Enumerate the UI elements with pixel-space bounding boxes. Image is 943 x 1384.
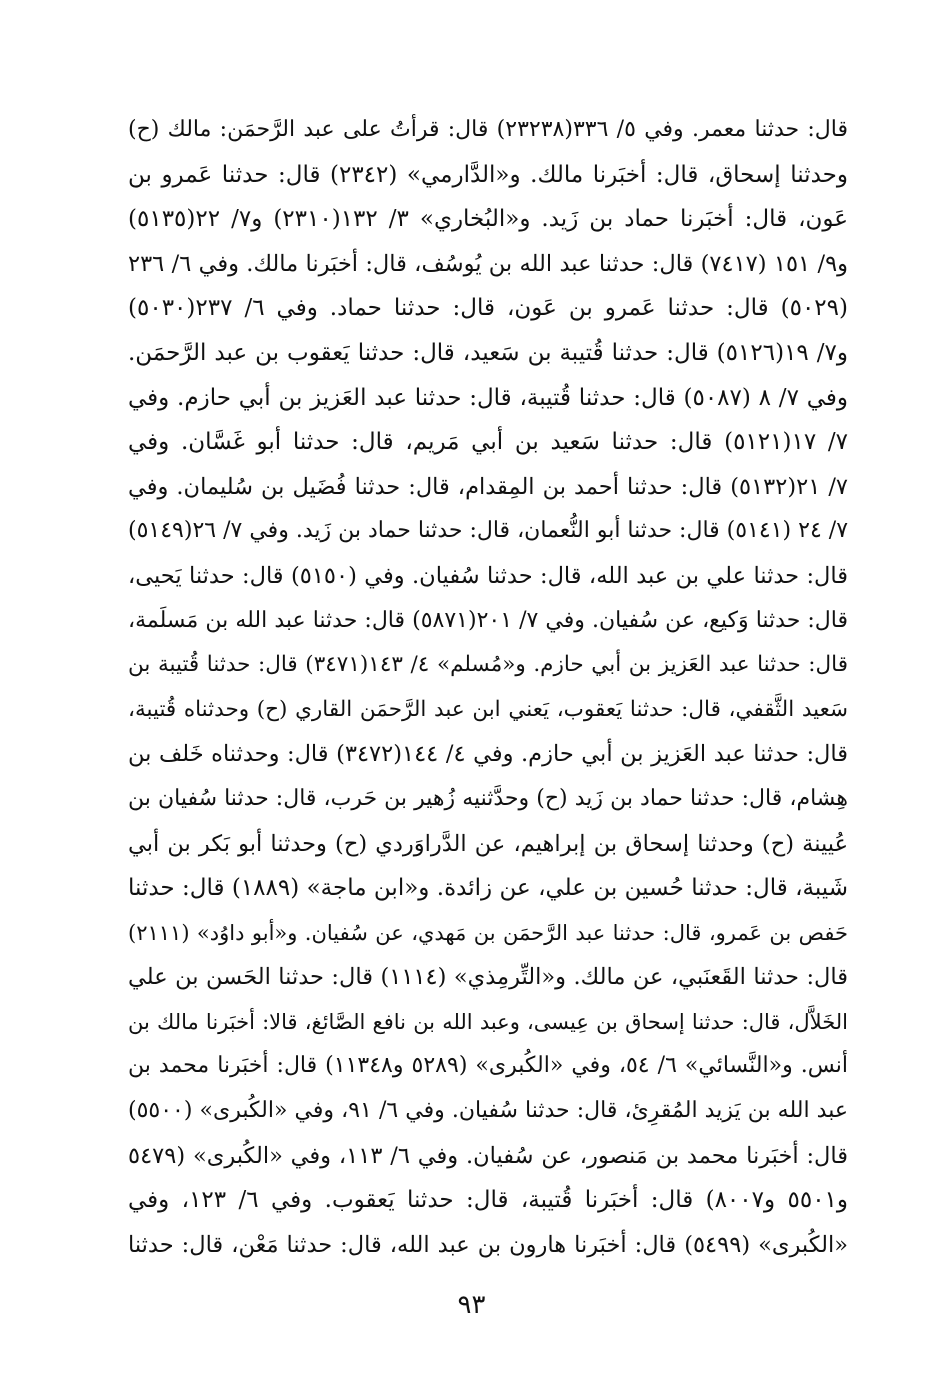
text-line: قال: حدثنا عبد العَزيز بن أبي حازم. وفي ٤/ ١٤٤(٣٤٧٢) قال: وحدثناه خَلف بن: [128, 741, 848, 768]
text-line: و٧/ ١٩(٥١٢٦) قال: حدثنا قُتيبة بن سَعيد، قال: حدثنا يَعقوب بن عبد الرَّحمَن.: [128, 339, 848, 366]
text-line: قال: حدثنا معمر. وفي ٥/ ٣٣٦(٢٣٢٣٨) قال: قرأتُ على عبد الرَّحمَن: مالك (ح): [128, 117, 848, 142]
text-line: قال: حدثنا وَكيع، عن سُفيان. وفي ٧/ ٢٠١(٥٨٧١) قال: حدثنا عبد الله بن مَسلَمة،: [128, 607, 848, 633]
text-line: وفي ٧/ ٨ (٥٠٨٧) قال: حدثنا قُتيبة، قال: حدثنا عبد العَزيز بن أبي حازم. وفي: [128, 384, 848, 411]
text-line: أنس. و«النَّسائي» ٦/ ٥٤، وفي «الكُبرى» (٥٢٨٩ و١١٣٤٨) قال: أخبَرنا محمد بن: [128, 1053, 848, 1079]
text-line: (٥٠٢٩) قال: حدثنا عَمرو بن عَون، قال: حدثنا حماد. وفي ٦/ ٢٣٧(٥٠٣٠): [128, 295, 848, 322]
text-line: عَون، قال: أخبَرنا حماد بن زَيد. و«البُخاري» ٣/ ١٣٢(٢٣١٠) و٧/ ٢٢(٥١٣٥): [128, 206, 848, 233]
body-text: [128, 108, 848, 1267]
text-line: «الكُبرى» (٥٤٩٩) قال: أخبَرنا هارون بن عبد الله، قال: حدثنا مَعْن، قال: حدثنا: [128, 1231, 848, 1258]
text-line: وحدثنا إسحاق، قال: أخبَرنا مالك. و«الدَّارمي» (٢٣٤٢) قال: حدثنا عَمرو بن: [128, 161, 848, 188]
text-line: ٧/ ١٧(٥١٢١) قال: حدثنا سَعيد بن أبي مَريم، قال: حدثنا أبو غَسَّان. وفي: [128, 429, 848, 456]
text-line: حَفص بن عَمرو، قال: حدثنا عبد الرَّحمَن بن مَهدي، عن سُفيان. و«أبو داوُد» (٢١١١): [128, 920, 848, 945]
text-line: ٧/ ٢١(٥١٣٢) قال: حدثنا أحمد بن المِقدام، قال: حدثنا فُضَيل بن سُليمان. وفي: [128, 473, 848, 500]
text-line: قال: حدثنا علي بن عبد الله، قال: حدثنا سُفيان. وفي (٥١٥٠) قال: حدثنا يَحيى،: [128, 562, 848, 589]
text-line: قال: حدثنا عبد العَزيز بن أبي حازم. و«مُسلم» ٤/ ١٤٣(٣٤٧١) قال: حدثنا قُتيبة بن: [128, 652, 848, 678]
text-line: عُيينة (ح) وحدثنا إسحاق بن إبراهيم، عن الدَّراوَردي (ح) وحدثنا أبو بَكر بن أبي: [128, 830, 848, 857]
text-line: سَعيد الثَّقفي، قال: حدثنا يَعقوب، يَعني ابن عبد الرَّحمَن القاري (ح) وحدثناه قُتيبة،: [128, 696, 848, 722]
text-line: و٥٥٠١ و٨٠٠٧) قال: أخبَرنا قُتيبة، قال: حدثنا يَعقوب. وفي ٦/ ١٢٣، وفي: [128, 1187, 848, 1214]
text-line: الخَلاَّل، قال: حدثنا إسحاق بن عِيسى، وعبد الله بن نافع الصَّائغ، قالا: أخبَرنا مالك بن: [128, 1009, 848, 1034]
text-line: ٧/ ٢٤ (٥١٤١) قال: حدثنا أبو النُّعمان، قال: حدثنا حماد بن زَيد. وفي ٧/ ٢٦(٥١٤٩): [128, 518, 848, 544]
text-line: قال: أخبَرنا محمد بن مَنصور، عن سُفيان. وفي ٦/ ١١٣، وفي «الكُبرى» (٥٤٧٩: [128, 1142, 848, 1169]
text-line: عبد الله بن يَزيد المُقرِئ، قال: حدثنا سُفيان. وفي ٦/ ٩١، وفي «الكُبرى» (٥٥٠٠): [128, 1098, 848, 1124]
page-number: ٩٣: [457, 1290, 486, 1320]
text-line: شَيبة، قال: حدثنا حُسين بن علي، عن زائدة. و«ابن ماجة» (١٨٨٩) قال: حدثنا: [128, 875, 848, 902]
text-line: هِشام، قال: حدثنا حماد بن زَيد (ح) وحدَّثنيه زُهير بن حَرب، قال: حدثنا سُفيان بن: [128, 785, 848, 811]
text-line: و٩/ ١٥١ (٧٤١٧) قال: حدثنا عبد الله بن يُوسُف، قال: أخبَرنا مالك. وفي ٦/ ٢٣٦: [128, 250, 848, 277]
text-line: قال: حدثنا القَعنَبي، عن مالك. و«التِّرمِذي» (١١١٤) قال: حدثنا الحَسن بن علي: [128, 964, 848, 991]
